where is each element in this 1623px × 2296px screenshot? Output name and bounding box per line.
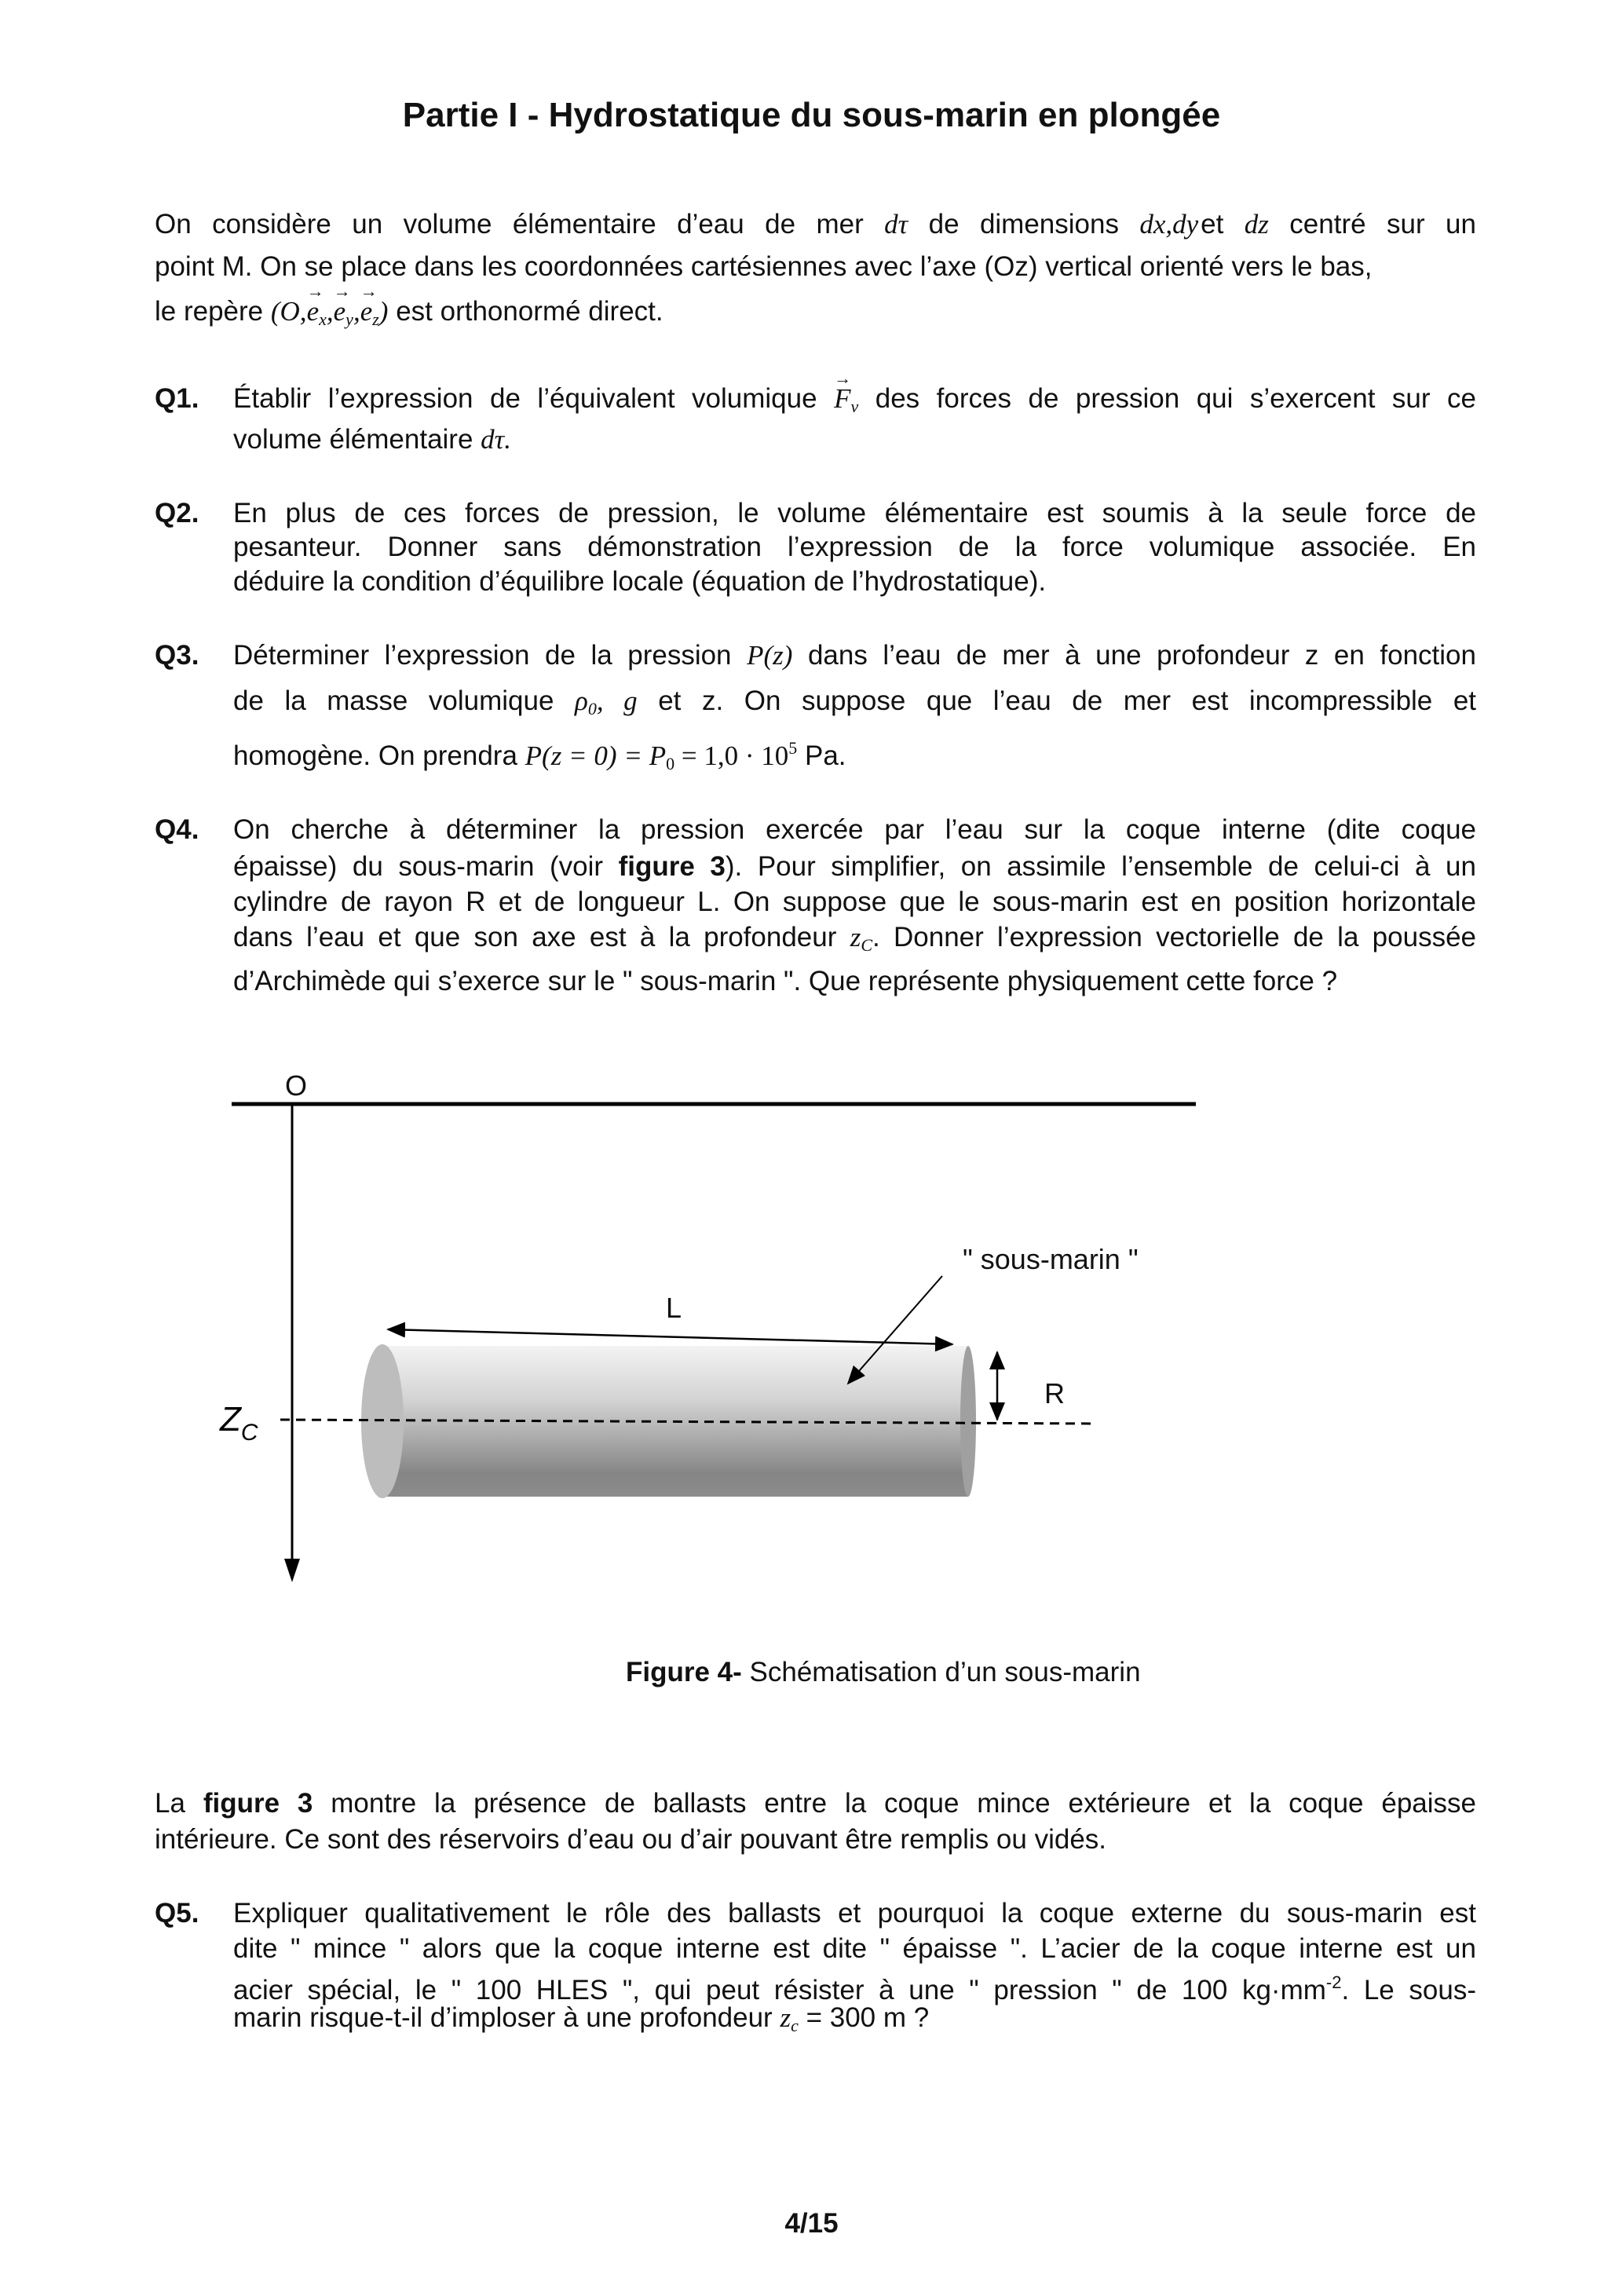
q5-text: acier spécial, le " 100 HLES ", qui peut résister à une " pression " de 100 kg·mm — [233, 1975, 1326, 2005]
math-dtau: dτ. — [481, 424, 511, 455]
q5-text: . Le sous- — [1341, 1975, 1476, 2005]
q4-text: dans l’eau et que son axe est à la profondeur — [233, 922, 837, 952]
intro-text: est orthonormé direct. — [396, 296, 663, 327]
q1-text: Établir l’expression de l’équivalent volumique — [233, 383, 817, 414]
q3-text: Déterminer l’expression de la pression — [233, 640, 732, 671]
q3-text: Pa. — [804, 740, 846, 771]
origin-label: O — [285, 1069, 308, 1102]
length-dimension-arrow — [388, 1329, 952, 1344]
q5-line-3 — [233, 1967, 1476, 2006]
object-label: " sous-marin " — [963, 1243, 1139, 1275]
math-dxdy: dx,dy — [1139, 209, 1199, 239]
page-title: Partie I - Hydrostatique du sous-marin en plongée — [402, 96, 1221, 134]
q4-text: épaisse) du sous-marin (voir — [233, 851, 604, 882]
figure-reference: figure 3 — [203, 1788, 313, 1819]
radius-label: R — [1044, 1377, 1065, 1409]
question-label-q1: Q1. — [155, 383, 199, 414]
question-label-q2: Q2. — [155, 498, 199, 528]
q3-text: de la masse volumique — [233, 686, 554, 716]
figure-reference: figure 3 — [618, 851, 726, 882]
question-label-q5: Q5. — [155, 1898, 199, 1929]
q4-line-3: cylindre de rayon R et de longueur L. On suppose que le sous-marin est en position horizontale — [233, 887, 1476, 917]
intro-line-2: point M. On se place dans les coordonnées cartésiennes avec l’axe (Oz) vertical orienté vers le bas, — [155, 251, 1373, 282]
exponent: -2 — [1325, 1972, 1342, 1992]
q4-text: . Donner l’expression vectorielle de la poussée — [872, 922, 1477, 952]
ballast-paragraph-line-2: intérieure. Ce sont des réservoirs d’eau ou d’air pouvant être remplis ou vidés. — [155, 1824, 1107, 1855]
math-dtau: dτ — [884, 209, 908, 239]
q2-line-3: déduire la condition d’équilibre locale (équation de l’hydrostatique). — [233, 566, 1047, 597]
page-number: 4/15 — [784, 2208, 839, 2239]
q1-text: des forces de pression qui s’exercent sur ce — [875, 383, 1476, 414]
math-frame: $(O,\to e_x,\to e_y,\to e_z)$ — [271, 296, 389, 327]
math-pz: P(z) — [747, 640, 793, 671]
math-zc: $z_c$ — [780, 2002, 799, 2035]
q4-line-1: On cherche à déterminer la pression exercée par l’eau sur la coque interne (dite coque — [233, 814, 1476, 845]
z-axis-arrowhead-icon — [284, 1559, 300, 1582]
q5-text: marin risque-t-il d’imploser à une profondeur — [233, 2002, 773, 2033]
paragraph-text: montre la présence de ballasts entre la coque mince extérieure et la coque épaisse — [331, 1788, 1477, 1819]
paragraph-text: La — [155, 1788, 185, 1819]
ballast-paragraph-line-1 — [155, 1788, 1476, 1819]
q2-line-1: En plus de ces forces de pression, le volume élémentaire est soumis à la seule force de — [233, 498, 1476, 528]
intro-text: et — [1201, 209, 1224, 239]
q5-text: = 300 m ? — [806, 2002, 930, 2033]
intro-text: centré sur un — [1289, 209, 1476, 239]
length-label: L — [666, 1292, 682, 1324]
math-rho0: $\rho_0$, g — [575, 686, 638, 718]
q3-text: dans l’eau de mer à une profondeur z en fonction — [807, 640, 1476, 671]
math-fv: → $F_v$ — [834, 383, 858, 414]
q1-text: volume élémentaire — [233, 424, 473, 455]
math-formula-p0: $P(z = 0) = P_0 = 1,0 \cdot 10^5$ — [525, 738, 798, 773]
q3-text: et z. On suppose que l’eau de mer est incompressible et — [658, 686, 1477, 716]
q4-line-5: d’Archimède qui s’exerce sur le " sous-marin ". Que représente physiquement cette force ? — [233, 966, 1338, 996]
intro-text: de dimensions — [928, 209, 1119, 239]
intro-text: On considère un volume élémentaire d’eau de mer — [155, 209, 864, 239]
q4-text: ). Pour simplifier, on assimile l’ensemble de celui-ci à un — [725, 851, 1476, 882]
q5-line-1: Expliquer qualitativement le rôle des ballasts et pourquoi la coque externe du sous-marin est — [233, 1898, 1476, 1929]
figure-caption — [626, 1657, 1141, 1688]
math-dz: dz — [1244, 209, 1269, 239]
q3-text: homogène. On prendra — [233, 740, 517, 771]
caption-text: Schématisation d’un sous-marin — [741, 1657, 1141, 1687]
q5-line-2: dite " mince " alors que la coque interne est dite " épaisse ". L’acier de la coque interne est un — [233, 1933, 1476, 1964]
caption-label: Figure 4- — [626, 1657, 742, 1687]
q2-line-2: pesanteur. Donner sans démonstration l’expression de la force volumique associée. En — [233, 532, 1476, 562]
question-label-q4: Q4. — [155, 814, 199, 845]
q5-line-4 — [233, 2002, 1476, 2042]
question-label-q3: Q3. — [155, 640, 199, 671]
intro-text: le repère — [155, 296, 264, 327]
depth-label: $Z_C$ — [220, 1400, 258, 1446]
math-zc: $z_C$ — [850, 922, 872, 955]
cylinder-right-edge — [960, 1346, 976, 1497]
